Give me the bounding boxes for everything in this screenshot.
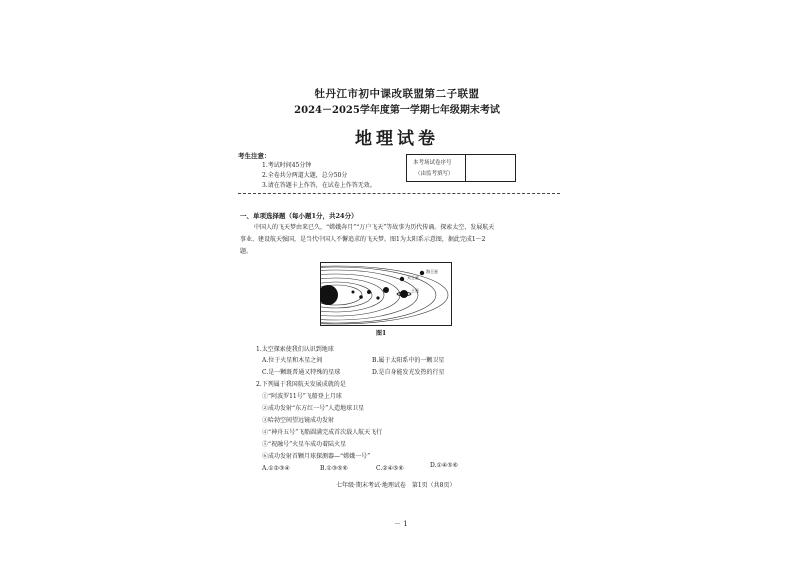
notice-item: 3.请在答题卡上作答，在试卷上作答无效。 — [262, 182, 376, 189]
figure-caption: 图1 — [376, 330, 387, 337]
seat-number-box — [406, 154, 516, 182]
figure-label: 土星 — [411, 288, 419, 293]
seat-box-divider — [465, 155, 466, 181]
intro-line: 题。 — [240, 248, 253, 255]
page-footer: 七年级·期末考试·地理试卷 第1页（共8页） — [336, 482, 456, 489]
seat-box-note: （由监考填写） — [415, 171, 454, 177]
answer-option: A.位于火星和木星之间 — [262, 357, 323, 364]
jupiter-icon — [383, 287, 389, 293]
intro-line: 中国人的飞天梦由来已久，“嫦娥奔月”“万户飞天”等故事为历代传诵。探索太空、发展航天 — [254, 224, 495, 231]
notice-item: 1.考试时间45分钟 — [262, 162, 312, 169]
exam-organizer-title: 牡丹江市初中课改联盟第二子联盟 — [314, 88, 480, 100]
exam-subject-title: 地理试卷 — [355, 129, 439, 149]
solar-system-figure — [320, 262, 452, 326]
page-number: － 1 — [394, 520, 408, 528]
answer-option: A.①②③④ — [262, 465, 290, 472]
seat-box-label: 本考场试卷序号 — [413, 160, 452, 166]
exam-term-title: 2024－2025学年度第一学期七年级期末考试 — [294, 105, 500, 116]
question-item: ①“阿波罗11号”飞船登上月球 — [262, 393, 342, 400]
answer-option: C.②④⑤⑥ — [376, 465, 404, 472]
answer-option: D.是自身能发光发热的行星 — [372, 369, 445, 376]
figure-label: 天王星 — [407, 275, 419, 280]
question-item: ②成功发射“东方红一号”人造地球卫星 — [262, 405, 365, 412]
solar-system-diagram — [320, 262, 452, 326]
uranus-icon — [400, 277, 404, 281]
section-heading: 一、单项选择题（每小题1分，共24分） — [240, 212, 358, 220]
question-item: ④“神舟五号”飞船圆满完成首次载人航天飞行 — [262, 429, 383, 436]
answer-option: B.①③⑤⑥ — [320, 465, 348, 472]
answer-option: D.①④⑤⑥ — [430, 462, 459, 469]
intro-line: 事业、建设航天强国，是当代中国人不懈追求的飞天梦。图1为太阳系示意图，据此完成1～2 — [240, 236, 486, 243]
saturn-icon — [400, 290, 408, 298]
question-item: ③哈勃空间望远镜成功发射 — [262, 417, 335, 424]
answer-option: C.是一颗既普通又特殊的星球 — [262, 369, 341, 376]
neptune-icon — [420, 271, 424, 275]
figure-label: 海王星 — [426, 269, 438, 274]
notice-item: 2.全卷共分两道大题，总分50分 — [262, 172, 348, 179]
question-item: ⑥成功发射首颗月球探测器—“嫦娥一号” — [262, 453, 371, 460]
question-stem: 2.下列属于我国航天发展成就的是 — [256, 381, 346, 388]
section-divider — [238, 193, 560, 194]
question-item: ⑤“祝融号”火星车成功着陆火星 — [262, 441, 347, 448]
answer-option: B.属于太阳系中的一颗卫星 — [372, 357, 445, 364]
question-stem: 1.太空探索使我们认识到地球 — [256, 346, 334, 353]
notice-heading: 考生注意： — [238, 152, 271, 160]
